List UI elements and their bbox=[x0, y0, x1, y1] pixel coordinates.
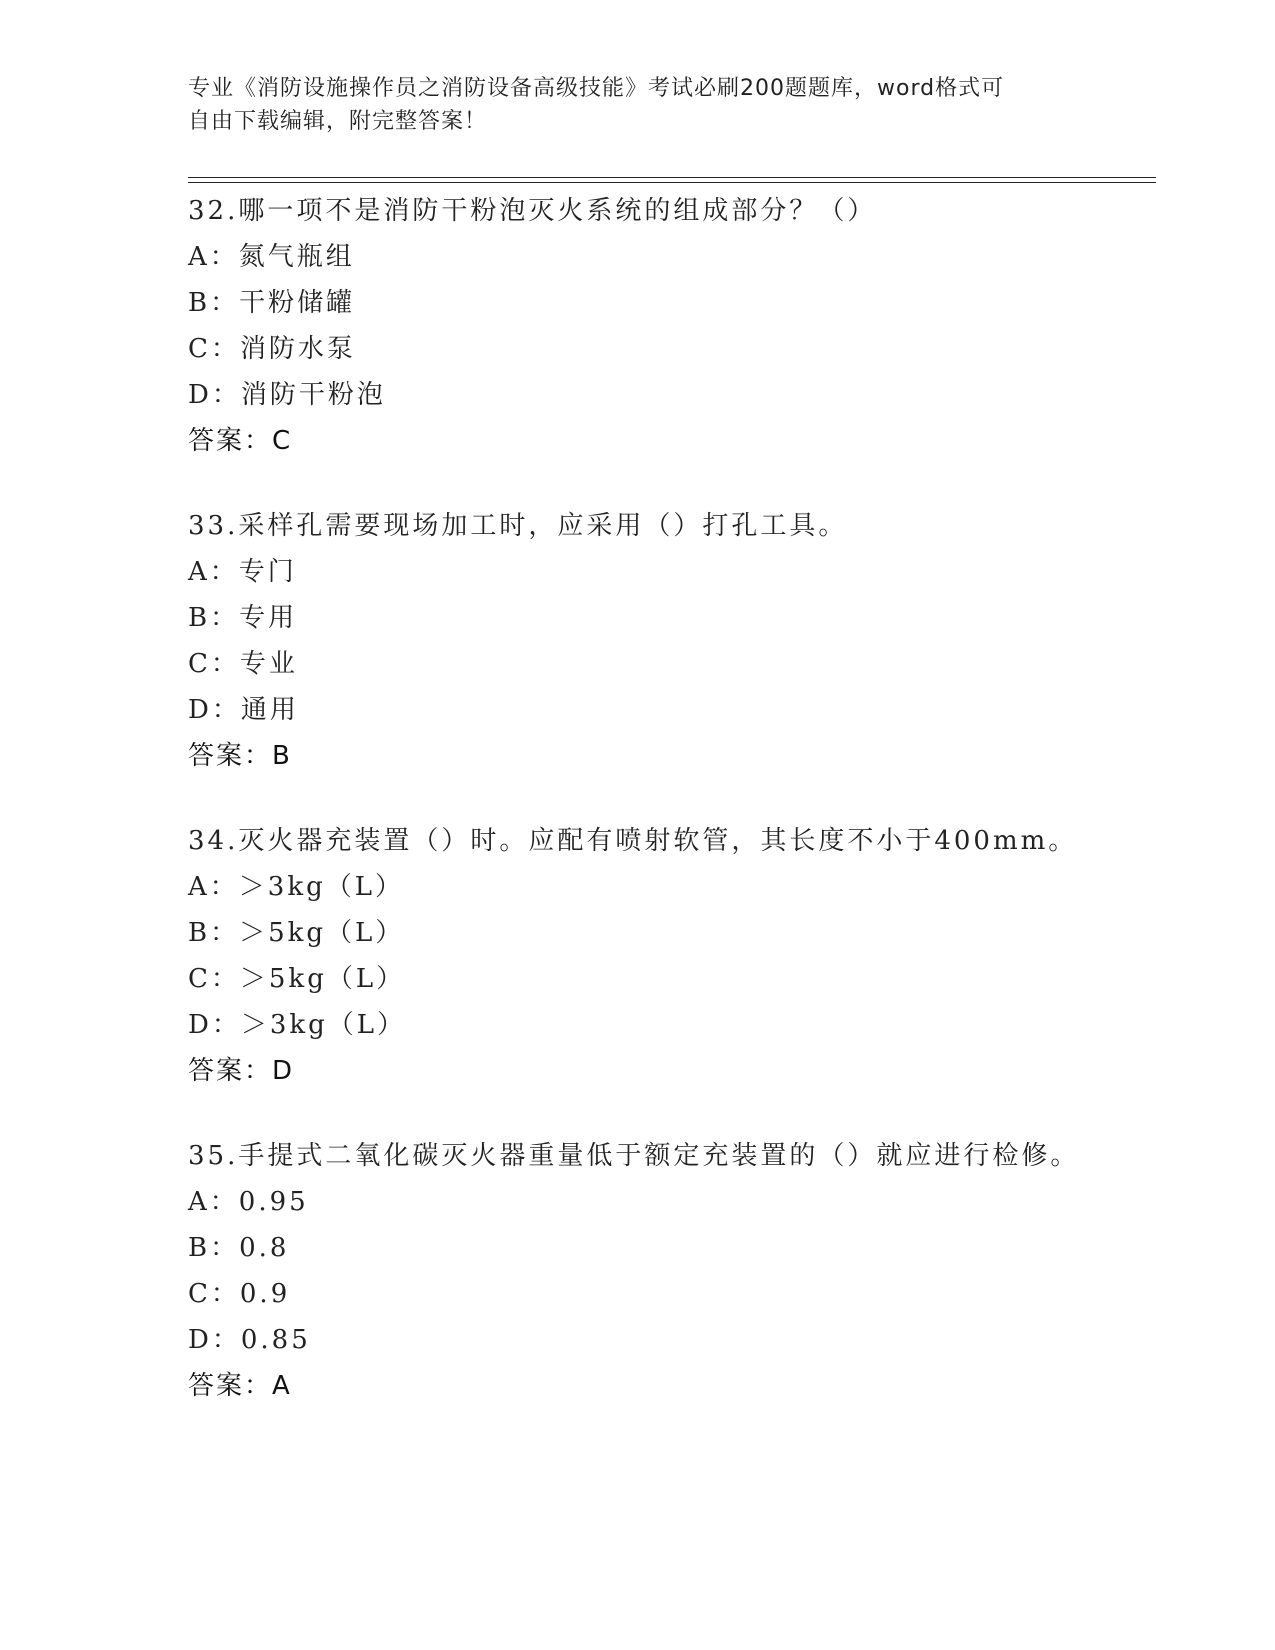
answer-line: 答案：D bbox=[188, 1056, 295, 1086]
header-line-1: 专业《消防设施操作员之消防设备高级技能》考试必刷200题题库，word格式可 bbox=[188, 76, 1005, 101]
question-stem: 32.哪一项不是消防干粉泡灭火系统的组成部分？（） bbox=[188, 196, 877, 226]
option-d: D：通用 bbox=[188, 695, 299, 725]
question-35 bbox=[188, 1133, 1148, 1409]
header-divider-top bbox=[188, 177, 1156, 178]
option-b: B：干粉储罐 bbox=[188, 288, 356, 318]
option-c: C：消防水泵 bbox=[188, 334, 356, 364]
option-c: C：0.9 bbox=[188, 1279, 291, 1309]
answer-line: 答案：A bbox=[188, 1371, 292, 1401]
document-header bbox=[188, 72, 1068, 138]
option-a: A：专门 bbox=[188, 557, 297, 587]
option-c: C：＞5kg（L） bbox=[188, 964, 406, 994]
question-32 bbox=[188, 188, 1148, 464]
option-a: A：0.95 bbox=[188, 1187, 309, 1217]
header-line-2: 自由下载编辑，附完整答案！ bbox=[188, 109, 488, 134]
answer-line: 答案：C bbox=[188, 426, 293, 456]
option-a: A：＞3kg（L） bbox=[188, 872, 404, 902]
question-stem: 33.采样孔需要现场加工时，应采用（）打孔工具。 bbox=[188, 511, 848, 541]
header-divider-bottom bbox=[188, 182, 1156, 183]
option-a: A：氮气瓶组 bbox=[188, 242, 355, 272]
option-d: D：消防干粉泡 bbox=[188, 380, 386, 410]
question-stem: 34.灭火器充装置（）时。应配有喷射软管，其长度不小于400mm。 bbox=[188, 826, 1078, 856]
option-c: C：专业 bbox=[188, 649, 298, 679]
answer-line: 答案：B bbox=[188, 741, 292, 771]
option-d: D：0.85 bbox=[188, 1325, 311, 1355]
option-b: B：专用 bbox=[188, 603, 298, 633]
question-33 bbox=[188, 503, 1148, 779]
option-b: B：0.8 bbox=[188, 1233, 290, 1263]
question-stem: 35.手提式二氧化碳灭火器重量低于额定充装置的（）就应进行检修。 bbox=[188, 1141, 1080, 1171]
option-b: B：＞5kg（L） bbox=[188, 918, 405, 948]
question-34 bbox=[188, 818, 1148, 1094]
option-d: D：＞3kg（L） bbox=[188, 1010, 407, 1040]
